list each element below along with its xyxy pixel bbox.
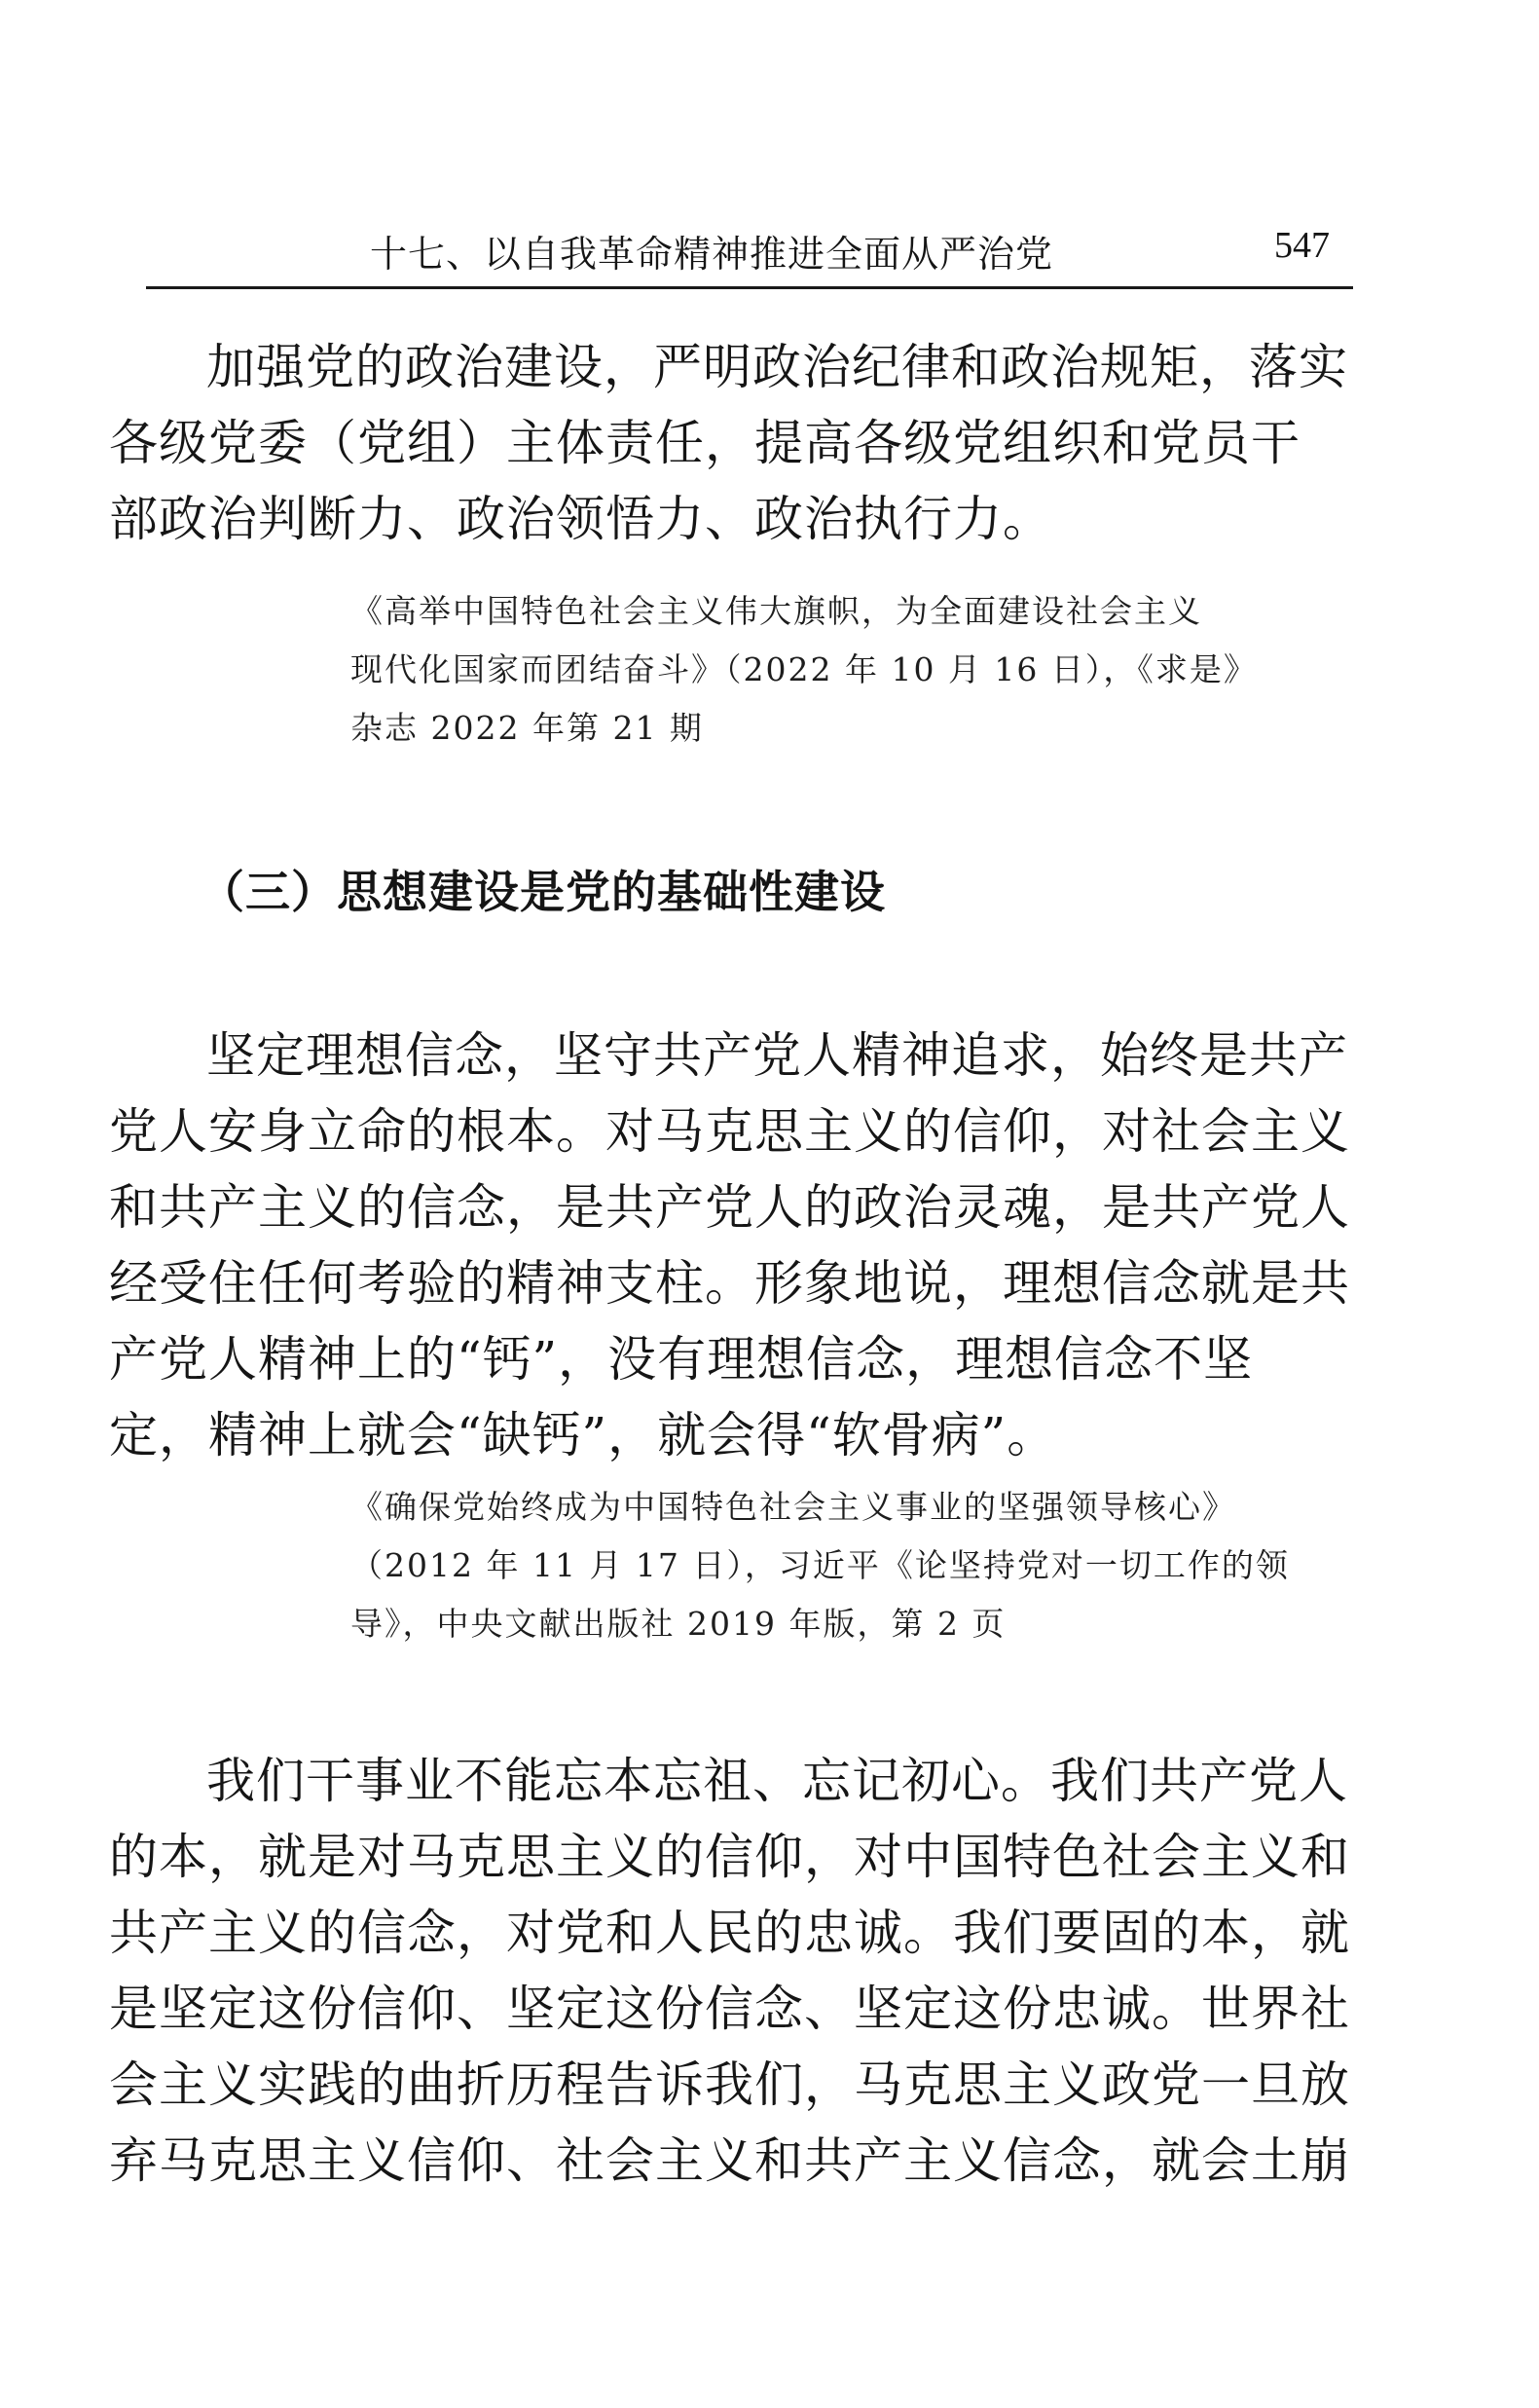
citation-line: 《确保党始终成为中国特色社会主义事业的坚强领导核心》	[350, 1488, 1236, 1526]
paragraph-2	[109, 1018, 1374, 1473]
paragraph-line: 我们干事业不能忘本忘祖、忘记初心。我们共产党人	[206, 1753, 1348, 1809]
paragraph-line: 是坚定这份信仰、坚定这份信念、坚定这份忠诚。世界社	[109, 1981, 1350, 2037]
citation-line: 杂志 2022 年第 21 期	[350, 709, 704, 747]
paragraph-line: 部政治判断力、政治领悟力、政治执行力。	[109, 491, 1052, 547]
paragraph-line: 产党人精神上的“钙”，没有理想信念，理想信念不坚	[109, 1331, 1254, 1388]
paragraph-line: 坚定理想信念，坚守共产党人精神追求，始终是共产	[206, 1027, 1348, 1084]
paragraph-line: 的本，就是对马克思主义的信仰，对中国特色社会主义和	[109, 1829, 1350, 1885]
chapter-title: 十七、以自我革命精神推进全面从严治党	[370, 233, 1054, 276]
citation-2	[350, 1478, 1363, 1653]
paragraph-line: 定，精神上就会“缺钙”，就会得“软骨病”。	[109, 1407, 1057, 1463]
citation-line: 导》，中央文献出版社 2019 年版，第 2 页	[350, 1605, 1007, 1643]
paragraph-line: 共产主义的信念，对党和人民的忠诚。我们要固的本，就	[109, 1905, 1350, 1961]
citation-line: （2012 年 11 月 17 日），习近平《论坚持党对一切工作的领	[350, 1546, 1290, 1584]
paragraph-1	[109, 329, 1374, 557]
paragraph-line: 和共产主义的信念，是共产党人的政治灵魂，是共产党人	[109, 1179, 1350, 1236]
paragraph-line: 各级党委（党组）主体责任，提高各级党组织和党员干	[109, 415, 1301, 471]
paragraph-line: 党人安身立命的根本。对马克思主义的信仰，对社会主义	[109, 1103, 1350, 1160]
paragraph-line: 加强党的政治建设，严明政治纪律和政治规矩，落实	[206, 339, 1348, 395]
citation-line: 现代化国家而团结奋斗》（2022 年 10 月 16 日），《求是》	[350, 650, 1258, 688]
paragraph-line: 弃马克思主义信仰、社会主义和共产主义信念，就会土崩	[109, 2132, 1350, 2189]
paragraph-3	[109, 1743, 1374, 2199]
paragraph-line: 经受住任何考验的精神支柱。形象地说，理想信念就是共	[109, 1255, 1350, 1312]
paragraph-line: 会主义实践的曲折历程告诉我们，马克思主义政党一旦放	[109, 2056, 1350, 2113]
page-number: 547	[1274, 225, 1330, 266]
citation-1	[350, 582, 1363, 758]
citation-line: 《高举中国特色社会主义伟大旗帜，为全面建设社会主义	[350, 592, 1202, 630]
running-header	[146, 216, 1353, 289]
section-heading: （三）思想建设是党的基础性建设	[200, 866, 886, 918]
